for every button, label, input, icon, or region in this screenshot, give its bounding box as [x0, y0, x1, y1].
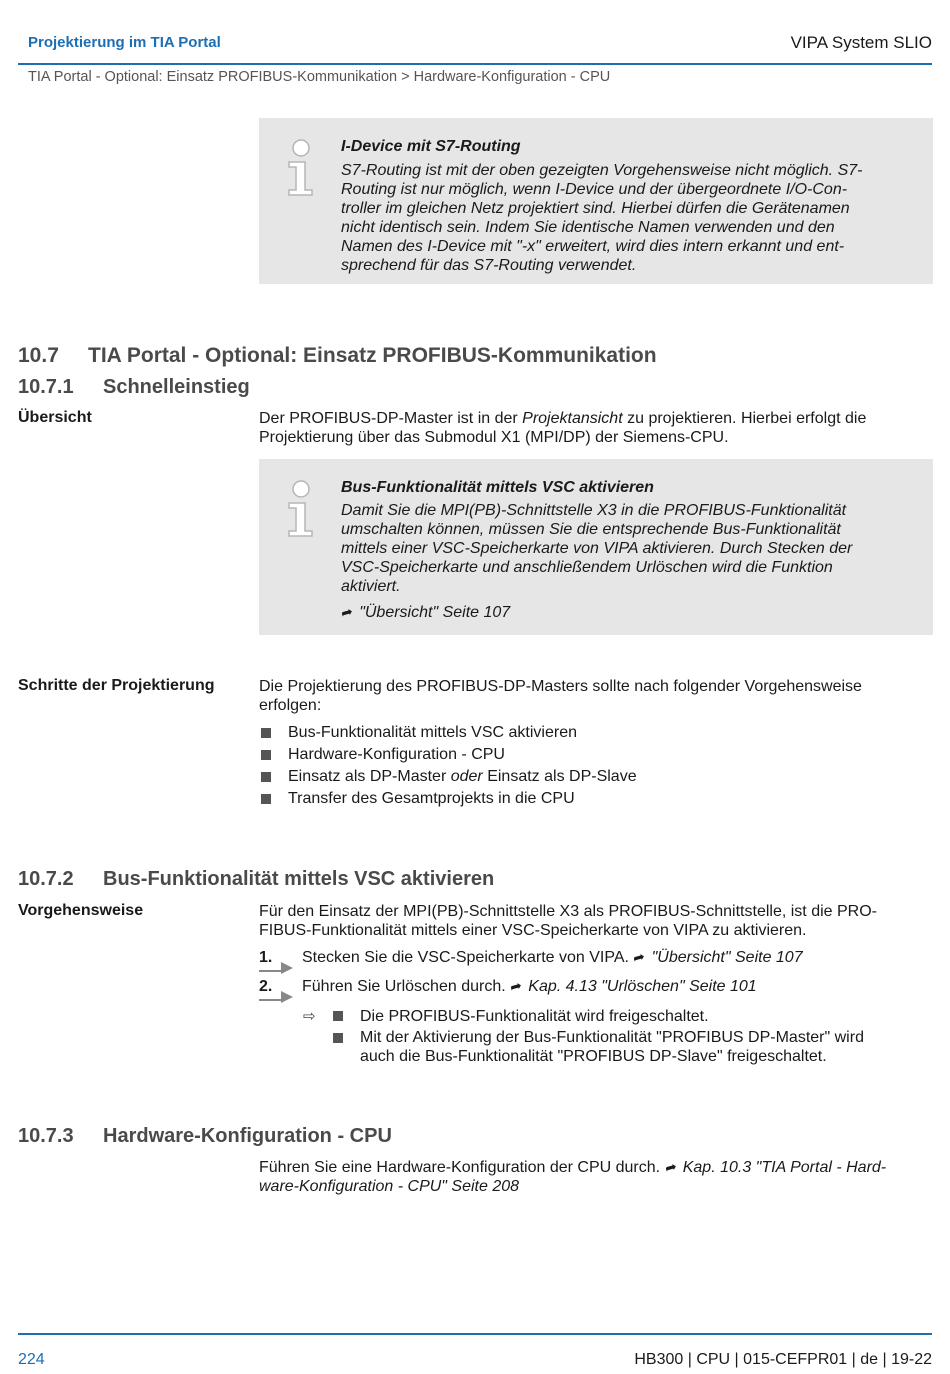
- result-arrow-icon: ⇨: [303, 1008, 316, 1025]
- list-item-text: Transfer des Gesamtprojekts in die CPU: [288, 790, 575, 807]
- step-number-text: 2.: [259, 978, 273, 995]
- note-link[interactable]: [338, 602, 511, 622]
- note-body-line: umschalten können, müssen Sie die entsprechende Bus-Funktionalität: [341, 521, 841, 538]
- paragraph-line: erfolgen:: [259, 697, 322, 714]
- reference-arrow-icon: ➦: [338, 602, 355, 622]
- list-item-text: Einsatz als DP-Slave: [482, 768, 637, 785]
- info-icon: [281, 138, 321, 198]
- note-box-i-device: [259, 118, 933, 284]
- note-body-line: Damit Sie die MPI(PB)-Schnittstelle X3 in die PROFIBUS-Funktionalität: [341, 502, 847, 519]
- note-body-line: Namen des I-Device mit "-x" erweitert, wird dies intern erkannt und ent-: [341, 238, 845, 255]
- section-number: 10.7.1: [18, 376, 74, 398]
- bullet-square-icon: [261, 728, 271, 738]
- step-number-text: 1.: [259, 949, 273, 966]
- note-body-line: troller im gleichen Netz projektiert sind. Hierbei dürfen die Gerätenamen: [341, 200, 850, 217]
- breadcrumb: TIA Portal - Optional: Einsatz PROFIBUS-Kommunikation > Hardware-Konfiguration - CPU: [28, 69, 611, 85]
- list-item: [259, 744, 933, 766]
- list-item: [259, 766, 933, 788]
- list-item: [259, 722, 933, 744]
- header-divider: [18, 63, 932, 65]
- note-box-bus-functionality: [259, 459, 933, 635]
- section-title: TIA Portal - Optional: Einsatz PROFIBUS-Kommunikation: [88, 344, 657, 367]
- cross-reference-link[interactable]: "Übersicht" Seite 107: [651, 949, 803, 966]
- page-number: 224: [18, 1351, 45, 1368]
- list-item-text: Einsatz als DP-Master: [288, 768, 451, 785]
- bullet-square-icon: [261, 794, 271, 804]
- list-item-text: Hardware-Konfiguration - CPU: [288, 746, 505, 763]
- section-number: 10.7.3: [18, 1125, 74, 1147]
- steps-intro: [259, 677, 933, 715]
- list-item-text-italic: oder: [450, 768, 483, 785]
- info-icon: [281, 479, 321, 539]
- section-heading-10-7-2: [18, 868, 494, 891]
- section-number: 10.7: [18, 344, 59, 367]
- link-text[interactable]: "Übersicht" Seite 107: [359, 604, 511, 621]
- step-text: [302, 978, 757, 996]
- step-arrowhead-icon: [281, 991, 293, 1003]
- footer-divider: [18, 1333, 932, 1335]
- step-result: [303, 1007, 933, 1067]
- step-number: [259, 949, 299, 967]
- hardware-config-paragraph: [259, 1158, 933, 1196]
- note-body-line: Routing ist nur möglich, wenn I-Device und der übergeordnete I/O-Con-: [341, 181, 848, 198]
- text-run: Der PROFIBUS-DP-Master ist in der: [259, 410, 523, 427]
- document-info: HB300 | CPU | 015-CEFPR01 | de | 19-22: [634, 1351, 932, 1368]
- procedure-step-1: [259, 949, 933, 973]
- result-line: auch die Bus-Funktionalität "PROFIBUS DP-Slave" freigeschaltet.: [360, 1048, 827, 1065]
- step-text: [302, 949, 803, 967]
- step-number: [259, 978, 299, 996]
- procedure-step-2: [259, 978, 933, 1002]
- result-item: Die PROFIBUS-Funktionalität wird freigeschaltet.: [360, 1008, 709, 1025]
- section-heading-10-7: [18, 344, 657, 368]
- note-title: Bus-Funktionalität mittels VSC aktivieren: [341, 479, 654, 496]
- step-arrowhead-icon: [281, 962, 293, 974]
- paragraph-line: [259, 409, 933, 428]
- paragraph-line: Die Projektierung des PROFIBUS-DP-Masters sollte nach folgender Vorgehensweise: [259, 678, 862, 695]
- list-item-text: Bus-Funktionalität mittels VSC aktivieren: [288, 724, 577, 741]
- paragraph-line: Für den Einsatz der MPI(PB)-Schnittstelle X3 als PROFIBUS-Schnittstelle, ist die PRO-: [259, 903, 877, 920]
- header-product-name: VIPA System SLIO: [790, 33, 932, 52]
- side-label-schritte: Schritte der Projektierung: [18, 677, 215, 694]
- result-line: Mit der Aktivierung der Bus-Funktionalität "PROFIBUS DP-Master" wird: [360, 1029, 864, 1046]
- reference-arrow-icon: ➦: [662, 1157, 679, 1177]
- note-body-line: aktiviert.: [341, 578, 401, 595]
- cross-reference-link[interactable]: Kap. 4.13 "Urlöschen" Seite 101: [528, 978, 757, 995]
- result-item: [360, 1028, 903, 1066]
- paragraph-line: FIBUS-Funktionalität mittels einer VSC-Speicherkarte von VIPA zu aktivieren.: [259, 922, 807, 939]
- paragraph-line: Projektierung über das Submodul X1 (MPI/DP) der Siemens-CPU.: [259, 429, 729, 446]
- note-body: [341, 161, 903, 275]
- header-section-title: Projektierung im TIA Portal: [28, 34, 221, 51]
- note-body-line: VSC-Speicherkarte und anschließendem Urlöschen wird die Funktion: [341, 559, 833, 576]
- paragraph-line: [259, 1158, 933, 1177]
- section-title: Hardware-Konfiguration - CPU: [103, 1125, 392, 1147]
- bullet-square-icon: [261, 750, 271, 760]
- section-number: 10.7.2: [18, 868, 74, 890]
- text-run: Führen Sie Urlöschen durch.: [302, 978, 511, 995]
- procedure-intro: [259, 902, 933, 940]
- text-run: zu projektieren. Hierbei erfolgt die: [622, 410, 867, 427]
- section-title: Schnelleinstieg: [103, 376, 250, 398]
- note-body-line: S7-Routing ist mit der oben gezeigten Vorgehensweise nicht möglich. S7-: [341, 162, 863, 179]
- note-title: I-Device mit S7-Routing: [341, 138, 521, 155]
- note-body-line: sprechend für das S7-Routing verwendet.: [341, 257, 637, 274]
- text-run: Stecken Sie die VSC-Speicherkarte von VIPA.: [302, 949, 634, 966]
- cross-reference-link[interactable]: Kap. 10.3 "TIA Portal - Hard-: [682, 1159, 887, 1176]
- reference-arrow-icon: ➦: [508, 976, 524, 996]
- side-label-uebersicht: Übersicht: [18, 409, 92, 426]
- section-title: Bus-Funktionalität mittels VSC aktivieren: [103, 868, 495, 890]
- text-run: Führen Sie eine Hardware-Konfiguration der CPU durch.: [259, 1159, 665, 1176]
- steps-bullet-list: [259, 722, 933, 810]
- reference-arrow-icon: ➦: [631, 947, 647, 967]
- section-heading-10-7-3: [18, 1125, 392, 1148]
- bullet-square-icon: [333, 1011, 343, 1021]
- side-label-vorgehensweise: Vorgehensweise: [18, 902, 144, 919]
- bullet-square-icon: [261, 772, 271, 782]
- text-run-italic: Projektansicht: [522, 410, 623, 427]
- note-body-line: mittels einer VSC-Speicherkarte von VIPA aktivieren. Durch Stecken der: [341, 540, 853, 557]
- cross-reference-link[interactable]: ware-Konfiguration - CPU" Seite 208: [259, 1178, 520, 1195]
- bullet-square-icon: [333, 1033, 343, 1043]
- overview-paragraph: [259, 409, 933, 447]
- section-heading-10-7-1: [18, 376, 250, 399]
- note-body: [341, 501, 903, 596]
- list-item: [259, 788, 933, 810]
- note-body-line: nicht identisch sein. Indem Sie identische Namen verwenden und den: [341, 219, 835, 236]
